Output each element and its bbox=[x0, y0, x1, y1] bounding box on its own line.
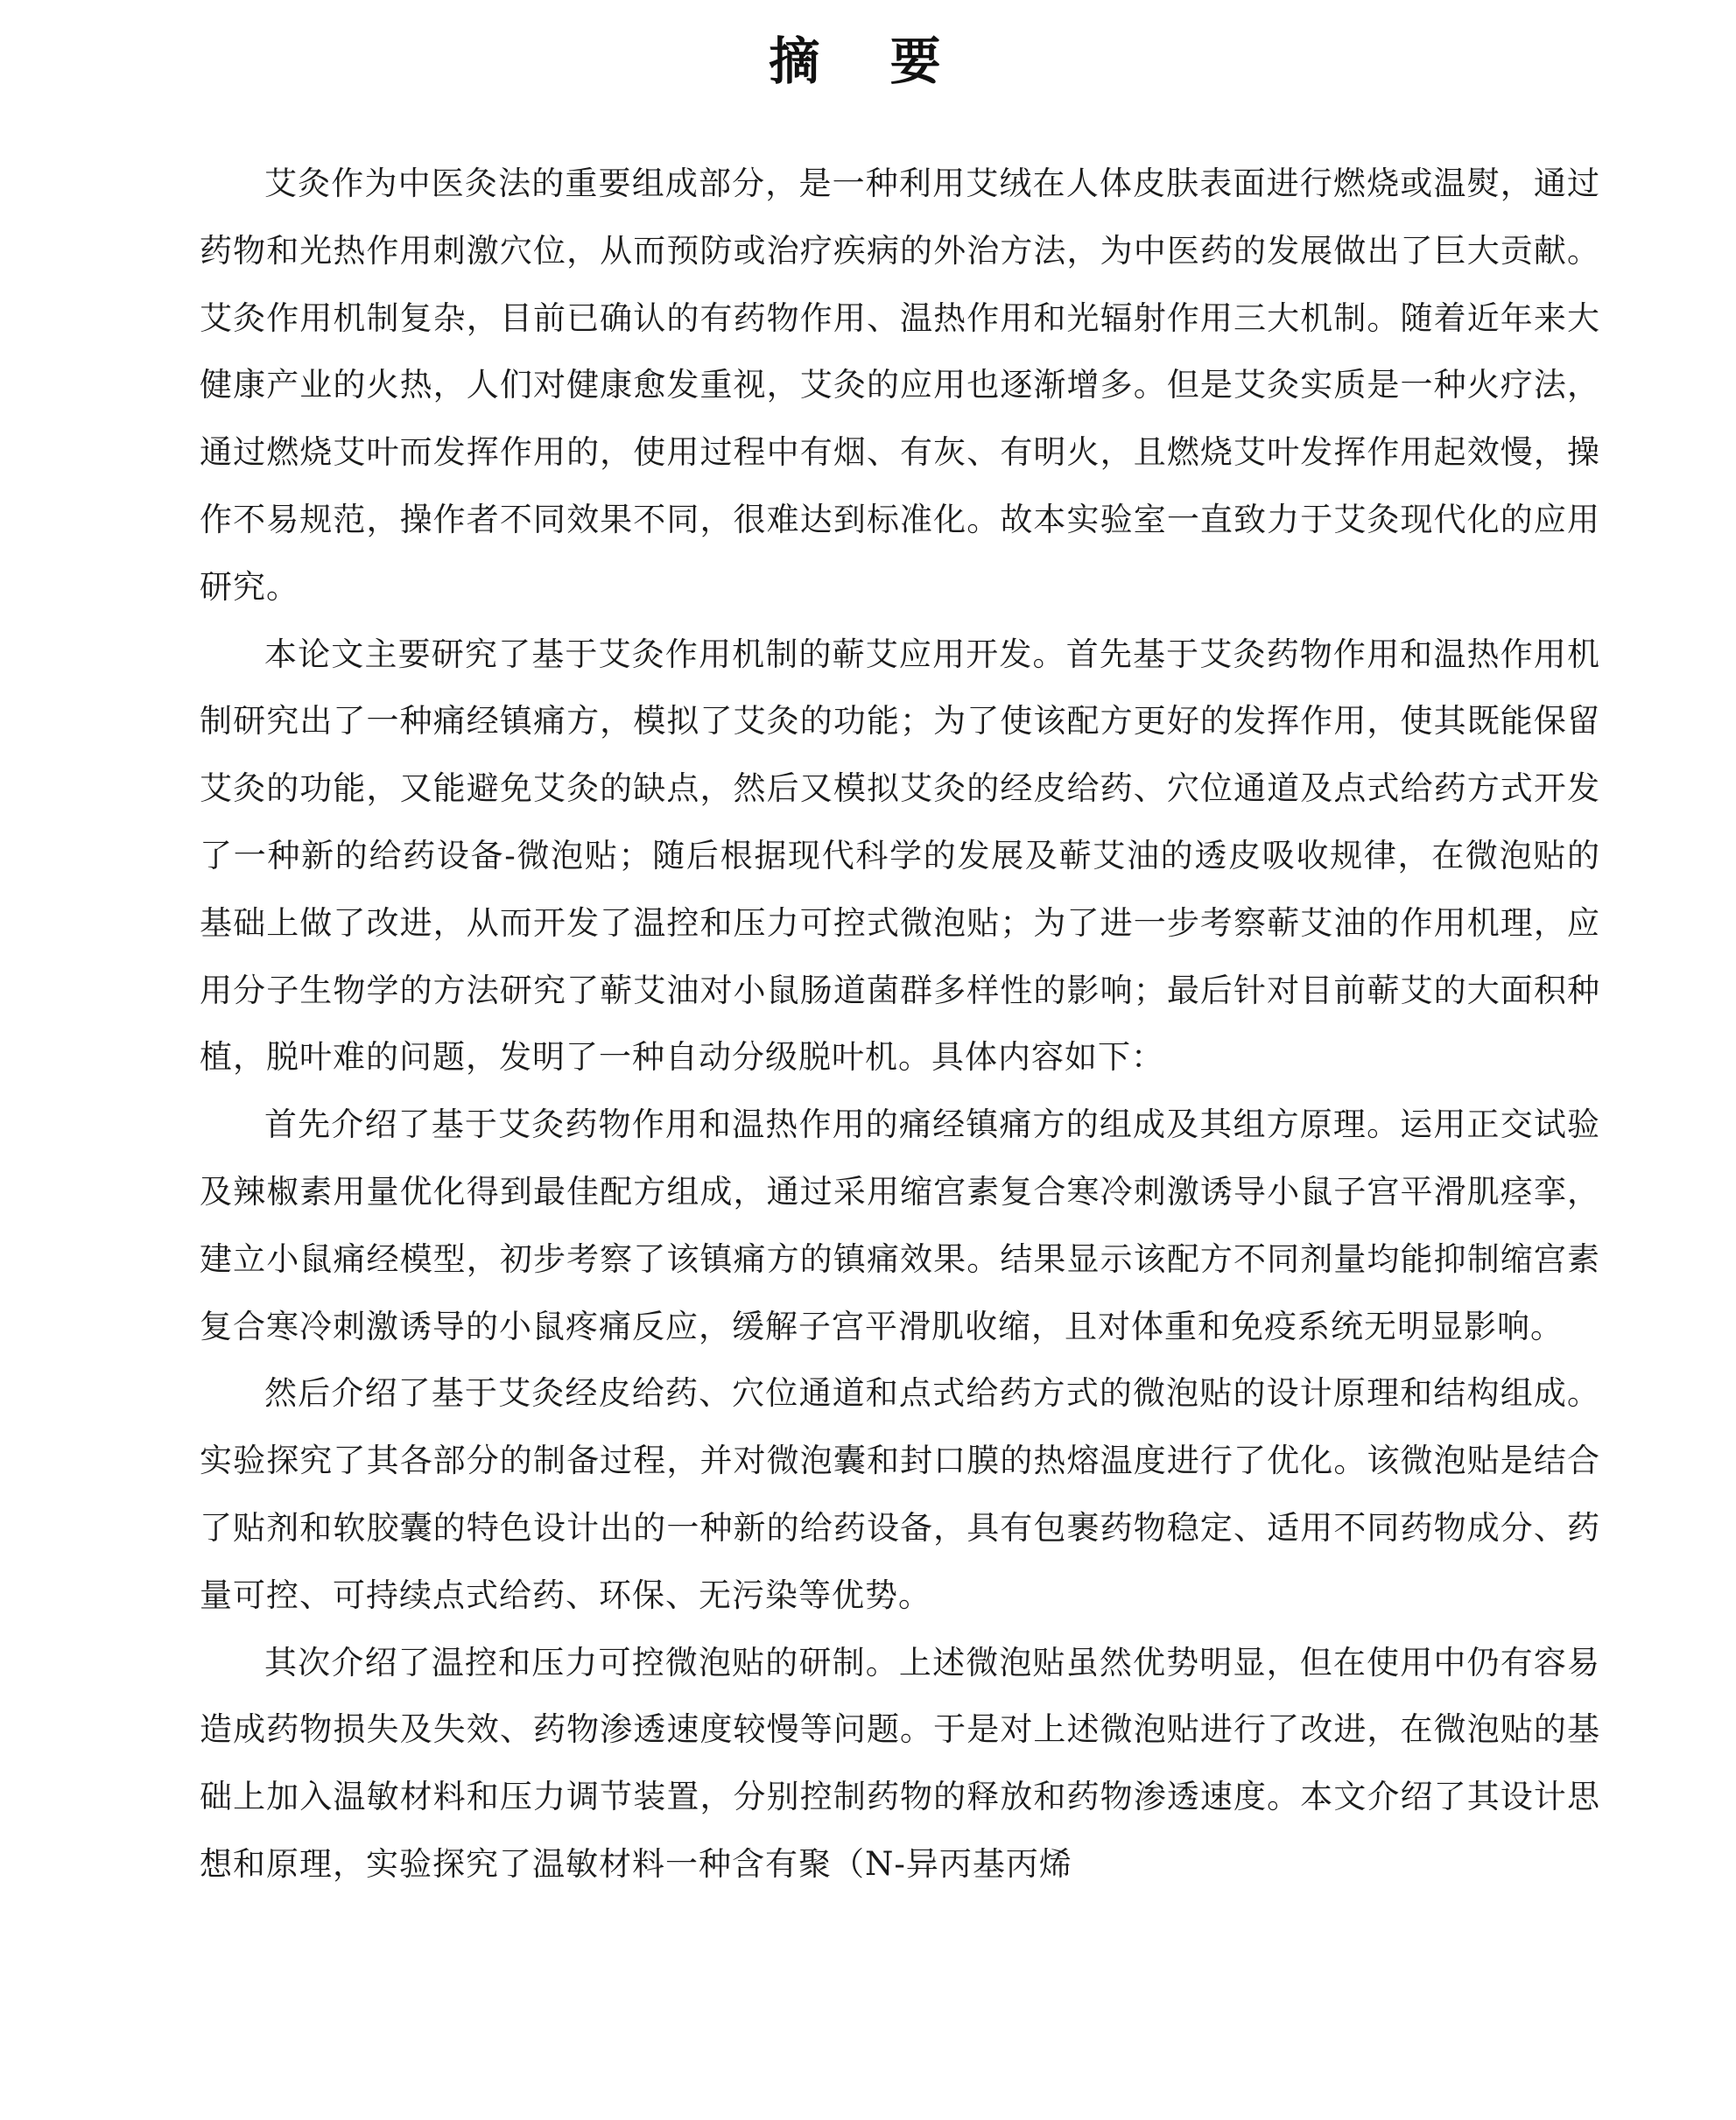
abstract-title: 摘 要 bbox=[769, 32, 967, 91]
paragraph-1: 艾灸作为中医灸法的重要组成部分，是一种利用艾绒在人体皮肤表面进行燃烧或温熨，通过药物和光热作用刺激穴位，从而预防或治疗疾病的外治方法，为中医药的发展做出了巨大贡献。艾灸作用机制复杂，目前已确认的有药物作用、温热作用和光辐射作用三大机制。随着近年来大健康产业的火热，人们对健康愈发重视，艾灸的应用也逐渐增多。但是艾灸实质是一种火疗法，通过燃烧艾叶而发挥作用的，使用过程中有烟、有灰、有明火，且燃烧艾叶发挥作用起效慢，操作不易规范，操作者不同效果不同，很难达到标准化。故本实验室一直致力于艾灸现代化的应用研究。 bbox=[200, 165, 1600, 606]
paragraph-2: 本论文主要研究了基于艾灸作用机制的蕲艾应用开发。首先基于艾灸药物作用和温热作用机制研究出了一种痛经镇痛方，模拟了艾灸的功能；为了使该配方更好的发挥作用，使其既能保留艾灸的功能，又能避免艾灸的缺点，然后又模拟艾灸的经皮给药、穴位通道及点式给药方式开发了一种新的给药设备-微泡贴；随后根据现代科学的发展及蕲艾油的透皮吸收规律，在微泡贴的基础上做了改进，从而开发了温控和压力可控式微泡贴；为了进一步考察蕲艾油的作用机理，应用分子生物学的方法研究了蕲艾油对小鼠肠道菌群多样性的影响；最后针对目前蕲艾的大面积种植，脱叶难的问题，发明了一种自动分级脱叶机。具体内容如下： bbox=[200, 635, 1600, 1077]
paragraph-4: 然后介绍了基于艾灸经皮给药、穴位通道和点式给药方式的微泡贴的设计原理和结构组成。实验探究了其各部分的制备过程，并对微泡囊和封口膜的热熔温度进行了优化。该微泡贴是结合了贴剂和软胶囊的特色设计出的一种新的给药设备，具有包裹药物稳定、适用不同药物成分、药量可控、可持续点式给药、环保、无污染等优势。 bbox=[200, 1374, 1600, 1614]
abstract-body bbox=[200, 151, 1600, 1899]
paragraph-3: 首先介绍了基于艾灸药物作用和温热作用的痛经镇痛方的组成及其组方原理。运用正交试验及辣椒素用量优化得到最佳配方组成，通过采用缩宫素复合寒冷刺激诱导小鼠子宫平滑肌痉挛，建立小鼠痛经模型，初步考察了该镇痛方的镇痛效果。结果显示该配方不同剂量均能抑制缩宫素复合寒冷刺激诱导的小鼠疼痛反应，缓解子宫平滑肌收缩，且对体重和免疫系统无明显影响。 bbox=[200, 1106, 1600, 1345]
paragraph-5: 其次介绍了温控和压力可控微泡贴的研制。上述微泡贴虽然优势明显，但在使用中仍有容易造成药物损失及失效、药物渗透速度较慢等问题。于是对上述微泡贴进行了改进，在微泡贴的基础上加入温敏材料和压力调节装置，分别控制药物的释放和药物渗透速度。本文介绍了其设计思想和原理，实验探究了温敏材料一种含有聚（N-异丙基丙烯 bbox=[200, 1643, 1600, 1883]
